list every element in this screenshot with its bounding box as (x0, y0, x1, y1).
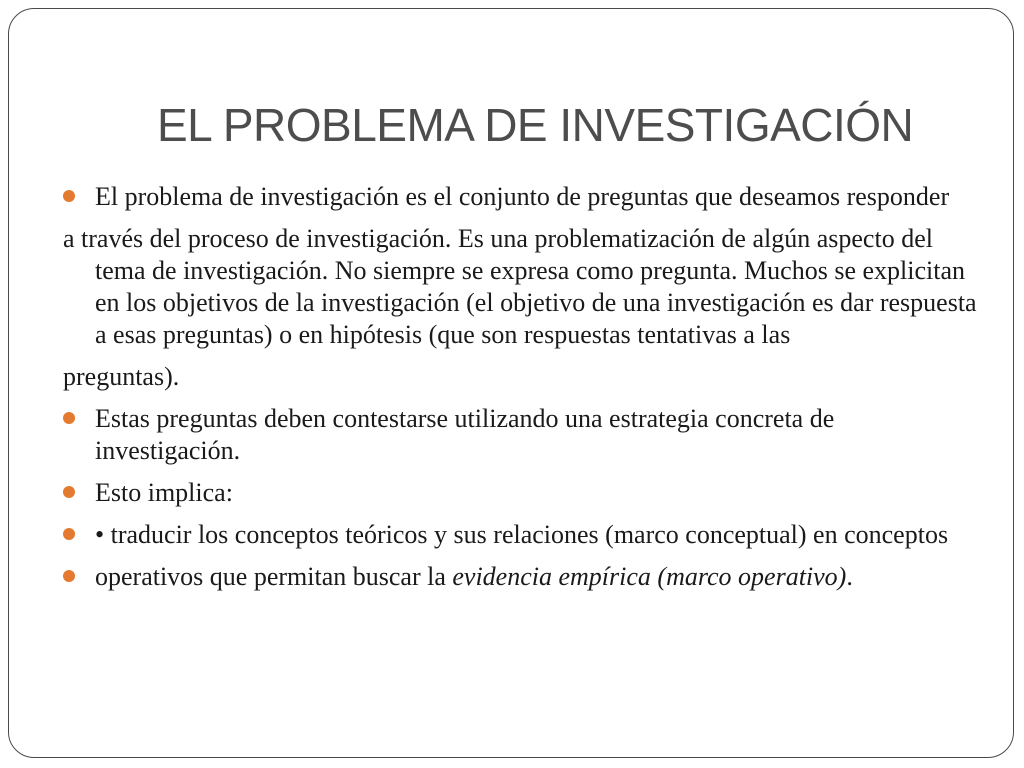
paragraph-strategy (57, 403, 977, 467)
paragraph-text: El problema de investigación es el conjunto de preguntas que deseamos responder (95, 182, 950, 211)
paragraph-implies (57, 477, 977, 509)
bullet-icon (63, 570, 75, 582)
bullet-icon (63, 190, 75, 202)
slide-title: EL PROBLEMA DE INVESTIGACIÓN (157, 99, 914, 151)
paragraph-italic-text: evidencia empírica (marco operativo) (452, 562, 847, 591)
paragraph-text: • traducir los conceptos teóricos y sus relaciones (marco conceptual) en conceptos (95, 520, 949, 549)
paragraph-problem-definition (57, 181, 977, 213)
bullet-icon (63, 486, 75, 498)
paragraph-operative (57, 561, 977, 593)
paragraph-questions-end (57, 361, 977, 393)
paragraph-text: Estas preguntas deben contestarse utilizando una estrategia concreta de investigación. (95, 404, 835, 465)
slide-frame (8, 8, 1014, 758)
bullet-icon (63, 412, 75, 424)
slide-body (57, 181, 977, 603)
paragraph-text: a través del proceso de investigación. Es una problematización de algún aspecto del tema de investigación. No siempre se expresa como pregunta. Muchos se explicitan en los objetivos de la investigación (el objetivo de una investigación es dar respuesta a esas preguntas) o en hipótesis (que son respuestas tentativas a las (63, 224, 977, 349)
paragraph-text: operativos que permitan buscar la (95, 562, 453, 591)
paragraph-text: Esto implica: (95, 478, 233, 507)
paragraph-tail-text: . (846, 562, 853, 591)
paragraph-text: preguntas). (63, 362, 180, 391)
paragraph-process (57, 223, 977, 351)
bullet-icon (63, 528, 75, 540)
paragraph-translate-concepts (57, 519, 977, 551)
